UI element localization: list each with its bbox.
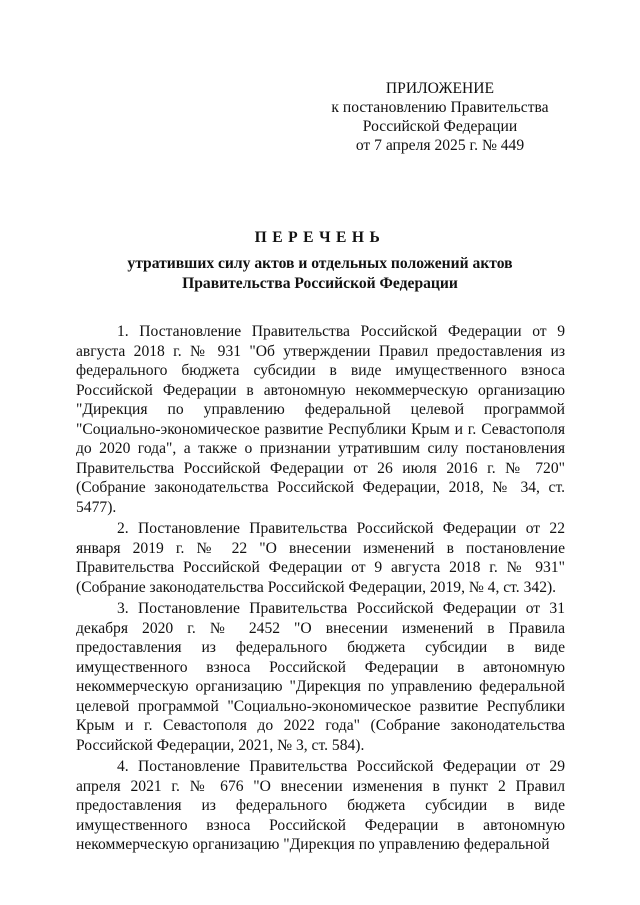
document-subtitle: утративших силу актов и отдельных положений актов Правительства Российской Федерации (127, 255, 513, 292)
list-item: 3. Постановление Правительства Российской Федерации от 31 декабря 2020 г. № 2452 "О внесении изменений в Правила предоставления из федерального бюджета субсидии в виде имущественного взноса Российской Федерации в автономную некоммерческую организацию "Дирекция по управлению федеральной целевой программой "Социально-экономическое развитие Республики Крым и г. Севастополя до 2022 года" (Собрание законодательства Российской Федерации, 2021, № 3, ст. 584). (76, 600, 565, 754)
appendix-government-line: Российской Федерации (362, 118, 518, 135)
list-item: 1. Постановление Правительства Российской Федерации от 9 августа 2018 г. № 931 "Об утверждении Правил предоставления из федерального бюджета субсидии в виде имущественного взноса Российской Федерации в автономную некоммерческую организацию "Дирекция по управлению федеральной целевой программой "Социально-экономическое развитие Республики Крым и г. Севастополя до 2020 года", а также о признании утратившим силу постановления Правительства Российской Федерации от 26 июля 2016 г. № 720" (Собрание законодательства Российской Федерации, 2018, № 34, ст. 5477). (76, 323, 565, 516)
appendix-header (320, 79, 560, 155)
list-item: 4. Постановление Правительства Российской Федерации от 29 апреля 2021 г. № 676 "О внесении изменения в пункт 2 Правил предоставления из федерального бюджета субсидии в виде имущественного взноса Российской Федерации в автономную некоммерческую организацию "Дирекция по управлению федеральной (76, 758, 565, 853)
appendix-resolution-line: к постановлению Правительства (331, 99, 549, 116)
list-item: 2. Постановление Правительства Российской Федерации от 22 января 2019 г. № 22 "О внесении изменений в постановление Правительства Российской Федерации от 9 августа 2018 г. № 931" (Собрание законодательства Российской Федерации, 2019, № 4, ст. 342). (76, 520, 565, 596)
document-title: ПЕРЕЧЕНЬ (254, 229, 386, 246)
document-body (76, 322, 565, 857)
appendix-date-number: от 7 апреля 2025 г. № 449 (355, 137, 525, 154)
appendix-label: ПРИЛОЖЕНИЕ (385, 80, 495, 97)
